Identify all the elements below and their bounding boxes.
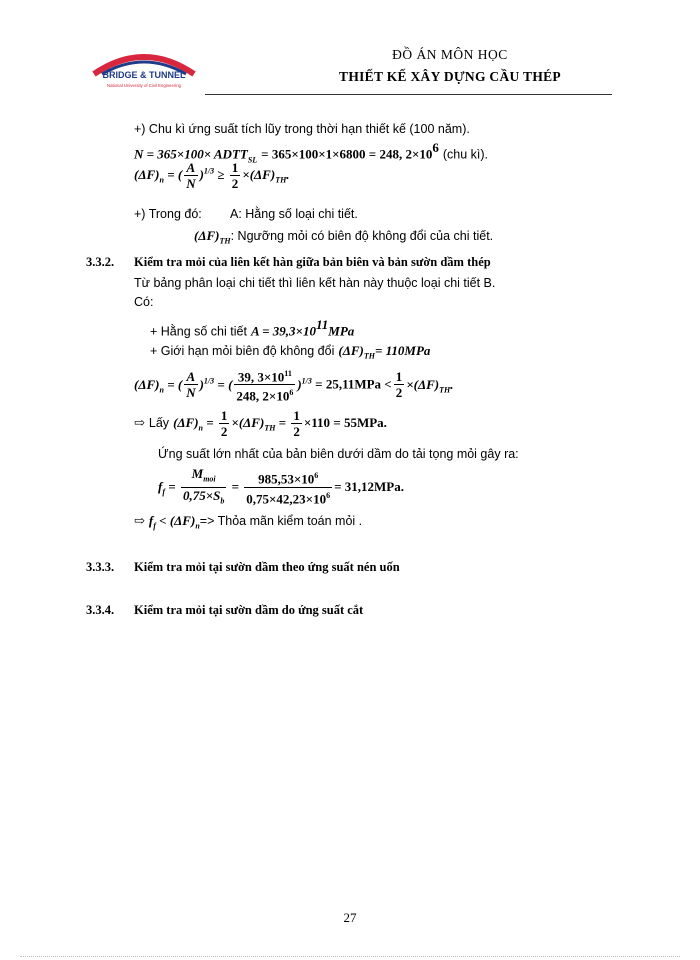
paragraph-dF-def: $(\Delta F)_{TH}$: Ngưỡng mỏi có biên độ không đổi của chi tiết.	[194, 228, 494, 246]
section-334-number: 3.3.4.	[86, 603, 115, 617]
equation-dF-n: $(\Delta F)_n$ = ( $\frac{A}{N}$ )$^{1/3}$ ≥ $\frac{1}{2}$ $\times(\Delta F)_{TH}$.	[134, 160, 290, 191]
paragraph-co: Có:	[134, 295, 154, 309]
line-fatigue-limit: + Giới hạn mỏi biên độ không đổi $(\Delta F)_{TH}= 110MPa$	[150, 343, 431, 361]
header-title: THIẾT KẾ XÂY DỰNG CẦU THÉP	[339, 69, 561, 84]
paragraph-classification: Từ bảng phân loại chi tiết thì liên kết hàn này thuộc loại chi tiết B.	[134, 276, 496, 290]
logo-subtext: National University of Civil Engineering	[106, 83, 182, 88]
equation-N: $N = 365\times 100\times ADTT_{SL} = 365\times 100\times 1\times 6800 = 248$, $2\times 10^6$ (chu kì).	[134, 140, 489, 165]
paragraph-A-def: A: Hằng số loại chi tiết.	[230, 207, 358, 221]
university-logo	[84, 46, 204, 92]
section-332-title: Kiểm tra mỏi của liên kết hàn giữa bản biên và bản sườn dầm thép	[134, 255, 491, 269]
page-edge-line	[20, 956, 680, 957]
page-number: 27	[343, 910, 357, 925]
line-constant-A: + Hằng số chi tiết $A = 39,3\times 10^{11}MPa$	[150, 317, 355, 339]
equation-take-dF-n: ⇨ Lấy $(\Delta F)_n$ = $\frac{1}{2}$ $\times(\Delta F)_{TH}$ = $\frac{1}{2}$ ×110 = 55MPa.	[134, 408, 387, 439]
section-333-number: 3.3.3.	[86, 560, 115, 574]
paragraph-max-stress: Ứng suất lớn nhất của bản biên dưới dầm do tải tọng mỏi gây ra:	[158, 447, 519, 461]
section-334-title: Kiểm tra mỏi tại sườn dầm do ứng suất cắt	[134, 603, 364, 617]
arrow-icon: ⇨	[134, 513, 145, 528]
arrow-icon: ⇨	[134, 415, 145, 431]
section-332-number: 3.3.2.	[86, 255, 115, 269]
conclusion-line: ⇨ $f_f < (\Delta F)_n=>$ Thỏa mãn kiểm toán mỏi .	[134, 513, 363, 531]
equation-ff: $f_f$ = $\frac{M_{moi}}{0,75\times S_b}$ = $\frac{985,53\times 10^6}{0,75\times 42,23\times 10^6}$ = 31,12MPa.	[158, 466, 404, 508]
paragraph-trong-do: +) Trong đó:	[134, 207, 202, 221]
header-course: ĐỒ ÁN MÔN HỌC	[392, 47, 508, 62]
logo-text: BRIDGE & TUNNEL	[102, 70, 186, 80]
header-rule	[205, 94, 612, 95]
section-333-title: Kiểm tra mỏi tại sườn dầm theo ứng suất nén uốn	[134, 560, 400, 574]
paragraph-cycle: +) Chu kì ứng suất tích lũy trong thời hạn thiết kế (100 năm).	[134, 122, 470, 136]
equation-dF-n-calc: $(\Delta F)_n$ = ( $\frac{A}{N}$ )$^{1/3}$ = ( $\frac{39, 3\times 10^{11}}{248, 2\times 10^6}$ )$^{1/3}$ = 25,11MPa < $\frac{1}{2}$ $\times(\Delta F)_{TH}$.	[134, 369, 454, 404]
